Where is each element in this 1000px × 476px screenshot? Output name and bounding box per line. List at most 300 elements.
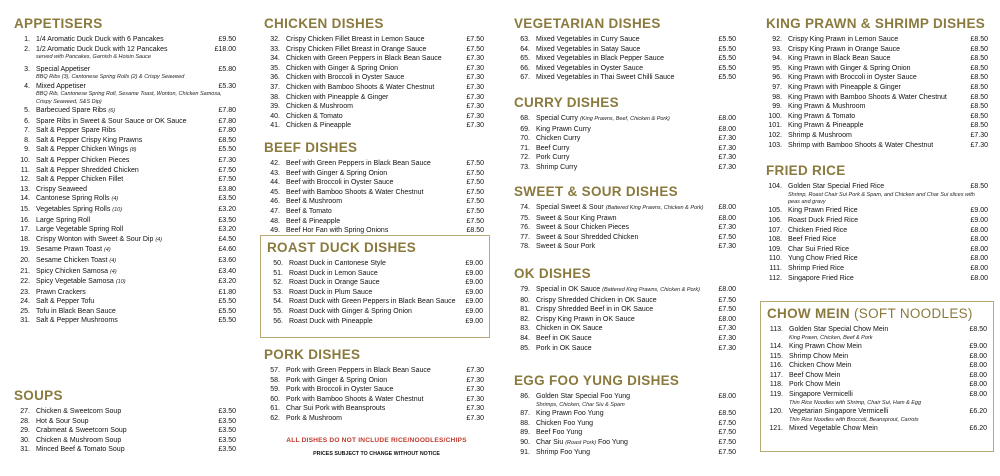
item-price: £7.30	[970, 131, 988, 139]
item-name-text: Special in OK Sauce	[536, 286, 601, 293]
item-price: £8.00	[970, 226, 988, 234]
item-name-text: Golden Star Special Foo Yung	[536, 393, 631, 400]
chow-mein-title-main: CHOW MEIN	[767, 306, 850, 321]
item-name	[536, 214, 714, 224]
item-name-text: Crispy Seaweed	[36, 185, 87, 193]
item-name	[289, 278, 461, 288]
item-price: £8.00	[969, 352, 987, 360]
item-name	[36, 194, 214, 205]
item-name	[788, 83, 966, 93]
item-name-text: Salt & Pepper Crispy King Prawns	[36, 136, 143, 144]
item-name-text: Beef with Broccoli in Oyster Sauce	[286, 179, 394, 187]
item-name	[536, 73, 714, 83]
item-price: £4.50	[218, 235, 236, 243]
item-number: 33.	[270, 45, 280, 53]
item-price: £7.30	[466, 64, 484, 72]
item-name	[536, 64, 714, 74]
item-name	[788, 45, 966, 55]
item-number: 49.	[270, 227, 280, 235]
item-price: £5.50	[218, 307, 236, 315]
item-name	[788, 245, 966, 255]
item-number: 111.	[769, 264, 782, 272]
item-price: £7.50	[718, 419, 736, 427]
ok-section	[514, 266, 736, 353]
ok-title: OK DISHES	[514, 266, 591, 281]
menu-item	[14, 156, 236, 166]
item-number: 108.	[768, 236, 782, 244]
menu-item	[264, 366, 484, 376]
item-price: £3.60	[218, 256, 236, 264]
menu-item	[767, 342, 987, 352]
item-name-text: Sesame Prawn Toast	[36, 246, 103, 254]
item-number: 69.	[520, 125, 530, 133]
menu-item	[14, 445, 236, 455]
item-number: 27.	[20, 408, 30, 415]
item-price: £7.30	[718, 135, 736, 143]
item-price: £7.50	[718, 296, 736, 304]
menu-item	[766, 226, 988, 236]
menu-item	[264, 385, 484, 395]
item-name-text: Crispy King Prawn in Orange Sauce	[788, 45, 901, 53]
item-name	[788, 141, 966, 151]
item-name-text: Special Curry	[536, 115, 579, 122]
item-name	[289, 288, 461, 298]
item-name-text: Shrimp Fried Rice	[788, 264, 845, 272]
menu-item	[264, 169, 484, 179]
menu-item	[14, 82, 236, 92]
item-price: £7.30	[466, 414, 484, 422]
item-name	[536, 45, 714, 55]
item-name	[536, 305, 714, 315]
item-price: £3.20	[218, 205, 236, 213]
menu-item	[14, 277, 236, 288]
item-number: 115.	[769, 352, 783, 360]
item-price: £7.30	[466, 405, 484, 413]
item-note: (Roast Pork)	[565, 439, 597, 446]
item-name	[36, 288, 214, 298]
item-number: 81.	[520, 306, 530, 314]
menu-item	[514, 285, 736, 296]
item-number: 36.	[270, 74, 280, 82]
menu-item	[514, 35, 736, 45]
item-number: 76.	[520, 224, 530, 232]
item-price: £8.50	[466, 227, 484, 235]
item-price: £8.50	[970, 83, 988, 91]
item-price: £7.30	[466, 93, 484, 101]
item-name-text: Crispy King Prawn in OK Sauce	[536, 315, 635, 323]
item-name-text: Salt & Pepper Chicken Fillet	[36, 176, 124, 184]
menu-item	[264, 102, 484, 112]
menu-item	[264, 121, 484, 131]
menu-item	[514, 242, 736, 252]
menu-item	[264, 159, 484, 169]
menu-item	[514, 438, 736, 449]
item-name	[289, 317, 461, 327]
menu-item	[514, 324, 736, 334]
item-number: 31.	[20, 446, 30, 454]
item-price: £5.50	[718, 64, 736, 72]
item-name	[536, 409, 714, 419]
menu-item	[766, 235, 988, 245]
egg-foo-yung-title: EGG FOO YUNG DISHES	[514, 373, 680, 388]
item-number: 109.	[768, 245, 782, 253]
soups-section	[14, 388, 236, 455]
sweet-sour-section	[514, 184, 736, 252]
item-note: (4)	[109, 268, 117, 275]
item-name-text: King Prawn Curry	[536, 125, 591, 133]
item-name	[789, 390, 965, 400]
menu-item	[14, 267, 236, 278]
item-price: £8.00	[718, 125, 736, 133]
item-price: £5.50	[718, 74, 736, 82]
item-name	[788, 182, 966, 192]
item-price: £8.50	[970, 64, 988, 72]
item-price: £8.00	[970, 245, 988, 253]
item-name	[788, 216, 966, 226]
item-price: £3.50	[218, 417, 236, 425]
menu-item	[514, 134, 736, 144]
menu-item	[14, 175, 236, 185]
item-note: (10)	[112, 206, 123, 213]
item-name	[286, 385, 462, 395]
item-number: 71.	[520, 144, 530, 152]
item-price: £8.00	[718, 214, 736, 222]
menu-item	[267, 278, 483, 288]
item-name-text: Cantonese Spring Rolls	[36, 195, 110, 203]
menu-item	[14, 65, 236, 75]
menu-item	[514, 223, 736, 233]
item-price: £7.50	[466, 169, 484, 177]
fried-rice-title: FRIED RICE	[766, 163, 846, 178]
item-number: 110.	[768, 255, 782, 263]
menu-item	[264, 112, 484, 122]
item-name-text: Pork in OK Sauce	[536, 344, 592, 352]
item-name-text: Mixed Vegetables in Curry Sauce	[536, 36, 640, 43]
item-number: 85.	[520, 344, 530, 352]
item-name	[36, 136, 214, 146]
item-number: 66.	[520, 64, 530, 72]
item-number: 58.	[270, 376, 280, 384]
item-price: £8.50	[218, 136, 236, 144]
item-name-text: Shrimp Foo Yung	[536, 449, 590, 457]
item-name	[536, 448, 714, 458]
item-note: (10)	[115, 279, 126, 286]
item-price: £4.60	[218, 246, 236, 254]
item-name-text: Chicken with Broccoli in Oyster Sauce	[286, 74, 405, 82]
item-description: Shrimps, Chicken, Char Siu & Spam	[536, 401, 625, 408]
item-price: £3.50	[218, 427, 236, 435]
item-name-text: King Prawn Fried Rice	[788, 207, 858, 215]
menu-item	[514, 315, 736, 325]
item-name-text: Tofu in Black Bean Sauce	[36, 307, 116, 315]
item-name-text: Pork with Green Peppers in Black Bean Sauce	[286, 367, 431, 374]
item-name-text: Shrimp Curry	[536, 163, 578, 171]
item-name-text: Singapore Fried Rice	[788, 274, 854, 282]
item-price: £7.30	[718, 163, 736, 171]
king-prawn-section	[766, 16, 988, 150]
item-number: 28.	[20, 417, 30, 425]
item-name	[536, 233, 714, 243]
item-name	[36, 436, 214, 446]
item-name	[36, 417, 214, 427]
menu-item	[264, 93, 484, 103]
item-name	[788, 112, 966, 122]
item-price: £6.20	[969, 424, 987, 432]
menu-item	[264, 178, 484, 188]
menu-item	[264, 83, 484, 93]
menu-item	[766, 182, 988, 192]
menu-item	[14, 136, 236, 146]
item-price: £9.00	[970, 217, 988, 224]
item-name-text: Beef with Green Peppers in Black Bean Sauce	[286, 160, 431, 167]
item-number: 11.	[20, 166, 30, 174]
item-number: 106.	[768, 217, 782, 224]
item-price: £7.30	[466, 74, 484, 82]
item-name-text: Roast Duck Fried Rice	[788, 217, 859, 224]
item-name-text: Mixed Vegetables in Oyster Sauce	[536, 64, 644, 72]
item-number: 102.	[768, 131, 782, 139]
item-name	[36, 205, 214, 216]
item-price: £7.50	[718, 449, 736, 457]
notice-no-rice: ALL DISHES DO NOT INCLUDE RICE/NOODLES/CHIPS	[286, 437, 467, 444]
menu-item	[14, 166, 236, 176]
item-price: £1.80	[218, 288, 236, 296]
item-name-text: Chicken & Mushroom Soup	[36, 436, 122, 444]
item-price: £9.00	[969, 343, 987, 350]
item-name-text: Chicken Fried Rice	[788, 226, 848, 234]
item-price: £3.20	[218, 226, 236, 234]
menu-item	[264, 54, 484, 64]
menu-item	[514, 428, 736, 438]
item-number: 67.	[520, 74, 530, 82]
menu-item	[14, 297, 236, 307]
item-price: £8.50	[970, 93, 988, 101]
item-number: 52.	[273, 279, 283, 287]
curry-section	[514, 95, 736, 173]
item-name	[536, 324, 714, 334]
menu-item	[264, 395, 484, 405]
item-name-text: Chicken & Pineapple	[286, 122, 351, 130]
item-name-text: Mixed Appetiser	[36, 82, 86, 90]
item-name	[286, 73, 462, 83]
item-number: 86.	[520, 393, 530, 400]
item-name	[536, 334, 714, 344]
item-price: £18.00	[214, 45, 236, 53]
menu-item	[766, 112, 988, 122]
item-number: 12.	[20, 176, 30, 184]
item-price: £5.50	[718, 55, 736, 63]
item-number: 94.	[772, 55, 782, 63]
item-price: £3.50	[218, 446, 236, 454]
chow-mein-section	[760, 301, 994, 452]
item-name-text: Chicken Foo Yung	[536, 419, 594, 427]
roast-duck-section	[260, 235, 490, 338]
chicken-title: CHICKEN DISHES	[264, 16, 384, 31]
item-number: 46.	[270, 198, 280, 206]
item-price: £8.00	[970, 274, 988, 282]
item-note: (6)	[108, 108, 116, 114]
item-name	[536, 125, 714, 135]
item-name	[788, 254, 966, 264]
item-number: 89.	[520, 429, 530, 437]
item-number: 25.	[20, 307, 30, 315]
menu-item	[514, 233, 736, 243]
menu-item	[267, 307, 483, 317]
item-name	[289, 269, 461, 279]
item-name-text: Beef Curry	[536, 144, 570, 152]
item-number: 60.	[270, 395, 280, 403]
item-name-text: Prawn Crackers	[36, 288, 86, 296]
item-name-text: Crispy Chicken Fillet Breast in Orange Sauce	[286, 45, 427, 53]
menu-item	[514, 344, 736, 354]
menu-item	[264, 64, 484, 74]
menu-item	[264, 414, 484, 424]
menu-item	[766, 93, 988, 103]
menu-item	[766, 264, 988, 274]
menu-item	[264, 217, 484, 227]
item-number: 6.	[24, 117, 30, 125]
item-description: King Prawn, Chicken, Beef & Pork	[789, 334, 873, 341]
item-price: £7.30	[218, 156, 236, 164]
vegetarian-section	[514, 16, 736, 83]
item-price: £7.50	[718, 306, 736, 314]
item-name	[286, 366, 462, 376]
item-number: 113.	[769, 326, 783, 333]
item-name-text: Pork Chow Mein	[789, 381, 841, 389]
menu-item	[264, 35, 484, 45]
item-name-text: Large Spring Roll	[36, 216, 91, 224]
item-number: 105.	[768, 207, 782, 215]
item-number: 99.	[772, 103, 782, 111]
menu-item	[14, 35, 236, 45]
menu-item	[514, 448, 736, 458]
item-price: £5.50	[718, 36, 736, 43]
item-price: £9.00	[465, 298, 483, 306]
pork-title: PORK DISHES	[264, 347, 361, 362]
menu-item	[514, 73, 736, 83]
item-number: 107.	[768, 226, 782, 234]
item-number: 3.	[24, 65, 30, 73]
item-number: 90.	[520, 438, 530, 446]
item-name	[36, 45, 211, 55]
item-number: 70.	[520, 135, 530, 143]
item-name-text: King Prawn Chow Mein	[789, 343, 862, 350]
item-price: £7.50	[466, 45, 484, 53]
item-number: 84.	[520, 334, 530, 342]
item-name	[36, 316, 214, 326]
item-price: £5.50	[218, 317, 236, 325]
menu-item	[14, 185, 236, 195]
menu-item	[14, 106, 236, 117]
menu-item	[767, 380, 987, 390]
item-price: £3.20	[218, 278, 236, 286]
item-description: BBQ Rib, Cantonese Spring Roll, Sesame Toast, Wonton, Chicken Samosa, Crispy Seaweed, S&S Dip)	[36, 91, 222, 105]
item-price: £7.30	[466, 103, 484, 111]
item-name-text: Large Vegetable Spring Roll	[36, 226, 124, 234]
item-name-text: Salt & Pepper Shredded Chicken	[36, 166, 139, 174]
item-name-text: Barbecued Spare Ribs	[36, 107, 107, 114]
item-number: 56.	[273, 317, 283, 325]
item-number: 42.	[270, 160, 280, 167]
item-price: £8.00	[969, 362, 987, 370]
menu-item	[14, 235, 236, 246]
item-price: £7.50	[718, 233, 736, 241]
item-name	[286, 64, 462, 74]
item-price: £5.50	[718, 45, 736, 53]
menu-item	[514, 203, 736, 214]
item-name-text: Beef Chow Mein	[789, 371, 841, 379]
soups-title: SOUPS	[14, 388, 63, 403]
item-number: 40.	[270, 112, 280, 120]
item-number: 57.	[270, 367, 280, 374]
item-price: £8.50	[970, 183, 988, 190]
item-name-text: Mixed Vegetables in Black Pepper Sauce	[536, 55, 665, 63]
item-price: £7.30	[718, 224, 736, 232]
item-number: 45.	[270, 188, 280, 196]
item-price: £8.00	[718, 286, 736, 293]
item-name-text: Chicken with Green Peppers in Black Bean Sauce	[286, 55, 442, 63]
item-price: £8.00	[718, 393, 736, 400]
item-price: £7.30	[466, 367, 484, 374]
item-name	[536, 114, 714, 125]
item-name-text: Mixed Vegetables in Satay Sauce	[536, 45, 641, 53]
item-price: £9.50	[218, 36, 236, 43]
item-price: £3.50	[218, 408, 236, 415]
item-name-text: Crispy Chicken Fillet Breast in Lemon Sauce	[286, 36, 425, 43]
chow-mein-title-suffix: (SOFT NOODLES)	[854, 306, 973, 321]
item-name-text: Beef Foo Yung	[536, 429, 583, 437]
item-name	[286, 54, 462, 64]
menu-item	[766, 54, 988, 64]
item-name	[286, 121, 462, 131]
menu-item	[766, 83, 988, 93]
item-price: £8.50	[970, 36, 988, 43]
menu-item	[14, 407, 236, 417]
item-name-text: Pork & Mushroom	[286, 414, 343, 422]
item-price: £5.50	[218, 146, 236, 154]
item-price: £8.00	[970, 255, 988, 263]
item-name	[788, 206, 966, 216]
item-price: £9.00	[465, 269, 483, 277]
menu-item	[14, 436, 236, 446]
item-number: 87.	[520, 410, 530, 417]
menu-item	[264, 376, 484, 386]
item-note: (4)	[111, 196, 119, 203]
item-price: £7.30	[970, 141, 988, 149]
item-name	[286, 93, 462, 103]
item-name-text: Crabmeat & Sweetcorn Soup	[36, 427, 127, 435]
menu-item	[514, 64, 736, 74]
item-name	[286, 404, 462, 414]
item-name	[536, 144, 714, 154]
item-name-text: Roast Duck in Cantonese Style	[289, 260, 386, 267]
item-name	[36, 82, 214, 92]
menu-item	[514, 125, 736, 135]
item-price: £7.50	[466, 207, 484, 215]
item-name-text: Char Sui Fried Rice	[788, 245, 850, 253]
item-name-text: Yung Chow Fried Rice	[788, 255, 858, 263]
item-price: £7.50	[718, 429, 736, 437]
item-name-text: Minced Beef & Tomato Soup	[36, 446, 125, 454]
item-price: £6.20	[969, 407, 987, 415]
item-name	[536, 419, 714, 429]
item-price: £9.00	[465, 288, 483, 296]
item-name	[788, 64, 966, 74]
item-name	[789, 371, 965, 381]
vegetarian-title: VEGETARIAN DISHES	[514, 16, 661, 31]
egg-foo-yung-section	[514, 373, 736, 458]
item-name	[789, 424, 965, 434]
